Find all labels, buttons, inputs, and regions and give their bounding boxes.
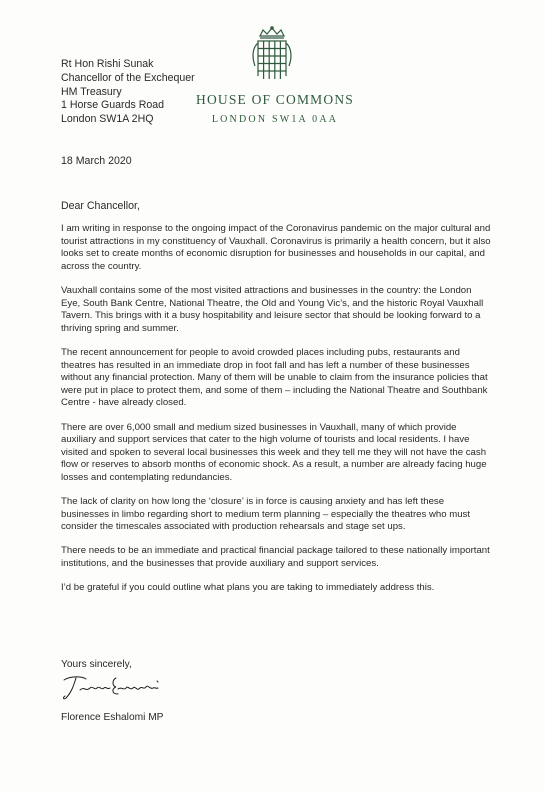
recipient-line: HM Treasury [61, 85, 122, 98]
letterhead-house: HOUSE OF COMMONS [196, 92, 354, 107]
letter-body [61, 223, 493, 606]
portcullis-crest-icon [250, 26, 294, 84]
signatory-name: Florence Eshalomi MP [61, 712, 164, 723]
recipient-line: 1 Horse Guards Road [61, 99, 165, 112]
body-paragraph: There are over 6,000 small and medium sized businesses in Vauxhall, many of which provide auxiliary and support services that cater to the high volume of tourists and local residents. I have visited and spoken to several local businesses this week and they tell me they will not have the cash flow or reserves to absorb months of economic shock. As a result, a number are already facing huge losses and contemplating redundancies. [61, 421, 487, 483]
recipient-address [61, 58, 195, 127]
recipient-line: Chancellor of the Exchequer [61, 71, 195, 84]
body-paragraph: I’d be grateful if you could outline what plans you are taking to immediately address this. [61, 582, 435, 594]
letterhead [180, 92, 370, 125]
body-paragraph: I am writing in response to the ongoing impact of the Coronavirus pandemic on the major cultural and tourist attractions in my constituency of Vauxhall. Coronavirus is primarily a health concern, but it also looks set to create months of economic disruption for businesses and households in our capital, and across the country. [61, 223, 491, 272]
body-paragraph: The recent announcement for people to avoid crowded places including pubs, restaurants and theatres has resulted in an immediate drop in foot fall and has left a number of these businesses without any financial protection. Many of them will be unable to claim from the insurance policies that were put in place to protect them, and some of them – including the National Theatre and Southbank Centre - have already closed. [61, 346, 488, 409]
body-paragraph: There needs to be an immediate and practical financial package tailored to these nationally important institutions, and the businesses that provide auxiliary and support services. [61, 545, 490, 570]
recipient-line: Rt Hon Rishi Sunak [61, 58, 154, 70]
body-paragraph: Vauxhall contains some of the most visited attractions and businesses in the country: the London Eye, South Bank Centre, National Theatre, the Old and Young Vic’s, and the historic Royal Vauxhall Tavern. This brings with it a busy hospitability and leisure sector that should be looking forward to a thriving spring and summer. [61, 284, 484, 334]
letterhead-address: LONDON SW1A 0AA [211, 114, 339, 125]
recipient-line: London SW1A 2HQ [61, 113, 154, 126]
salutation: Dear Chancellor, [61, 200, 140, 212]
letter-date: 18 March 2020 [61, 155, 132, 167]
signoff: Yours sincerely, [61, 659, 132, 670]
body-paragraph: The lack of clarity on how long the ‘closure’ is in force is causing anxiety and has left these businesses in limbo regarding short to medium term planning – especially the theatres who must consider the timescales associated with production rehearsals and stage set ups. [61, 496, 471, 533]
